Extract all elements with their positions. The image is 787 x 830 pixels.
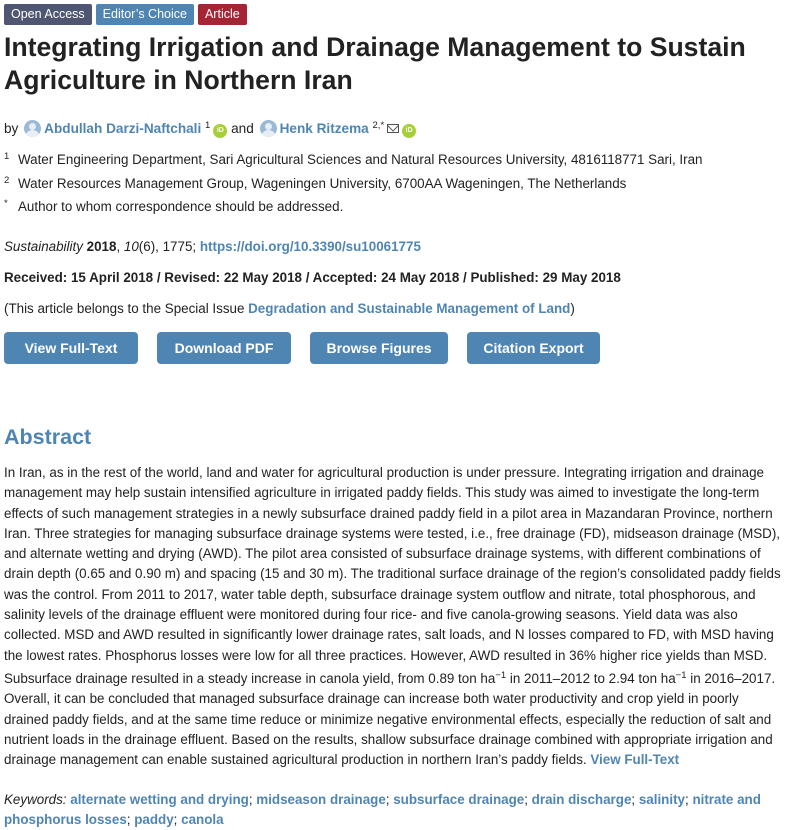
badge-row <box>4 4 247 25</box>
open-access-badge[interactable]: Open Access <box>4 4 92 25</box>
abstract-part: in 2016–2017. Overall, it can be concluded that managed subsurface drainage can increase both water productivity and crop yield in poorly drained paddy fields, and at the same time reduce or minimize negative environmental effects, especially the reduction of salt and nutrient loads in the drainage effluent. Based on the results, shallow subsurface drainage combined with appropriate irrigation and drainage management can enable sustained agricultural production in northern Iran’s paddy fields. <box>4 670 776 768</box>
orcid-icon[interactable]: iD <box>213 124 227 138</box>
author-link-1[interactable]: Abdullah Darzi-Naftchali <box>44 121 202 136</box>
keyword-link[interactable]: canola <box>181 812 224 827</box>
keyword-link[interactable]: salinity <box>638 792 685 807</box>
author-avatar-icon <box>260 120 277 137</box>
article-title: Integrating Irrigation and Drainage Management to Sustain Agriculture in Northern Iran <box>4 32 746 95</box>
author-link-2[interactable]: Henk Ritzema <box>279 121 369 136</box>
keyword-link[interactable]: paddy <box>134 812 174 827</box>
view-full-text-link[interactable]: View Full-Text <box>590 752 680 768</box>
download-pdf-button[interactable]: Download PDF <box>157 332 291 364</box>
editors-choice-badge[interactable]: Editor’s Choice <box>96 4 194 25</box>
affiliation-number: 1 <box>4 151 10 162</box>
abstract-sup: −1 <box>675 669 687 681</box>
author-affil-sup-1: 1 <box>205 120 211 131</box>
by-label: by <box>4 121 19 136</box>
orcid-icon[interactable]: iD <box>402 124 416 138</box>
article-type-badge: Article <box>198 4 247 25</box>
keyword-link[interactable]: nitrate and phosphorus losses <box>4 792 761 827</box>
citation-year: 2018 <box>86 239 117 254</box>
journal-name: Sustainability <box>4 239 83 254</box>
email-icon[interactable] <box>387 124 399 133</box>
keywords-label: Keywords: <box>4 792 67 807</box>
citation-export-button[interactable]: Citation Export <box>467 332 600 364</box>
keyword-link[interactable]: drain discharge <box>531 792 632 807</box>
action-buttons <box>4 332 600 364</box>
special-issue-link[interactable]: Degradation and Sustainable Management of Land <box>248 301 571 316</box>
publication-dates: Received: 15 April 2018 / Revised: 22 May 2018 / Accepted: 24 May 2018 / Published: 29 May 2018 <box>4 270 621 285</box>
author-avatar-icon <box>24 120 41 137</box>
citation-pages: , 1775; <box>155 239 200 254</box>
browse-figures-button[interactable]: Browse Figures <box>310 332 448 364</box>
doi-link[interactable]: https://doi.org/10.3390/su10061775 <box>199 239 421 254</box>
special-issue-line <box>4 300 575 318</box>
abstract-part: in 2011–2012 to 2.94 ton ha <box>506 670 676 686</box>
affiliation-text: Water Engineering Department, Sari Agricultural Sciences and Natural Resources University, 4816118771 Sari, Iran <box>18 152 703 167</box>
keyword-link[interactable]: alternate wetting and drying <box>70 792 249 807</box>
author-affil-sup-2: 2,* <box>372 120 385 131</box>
citation-volume: 10 <box>123 239 139 254</box>
and-label: and <box>231 121 254 136</box>
affiliation-text: Water Resources Management Group, Wageningen University, 6700AA Wageningen, The Netherlands <box>18 175 627 191</box>
special-issue-prefix: (This article belongs to the Special Issue <box>4 301 249 316</box>
affiliation-number: 2 <box>4 174 10 186</box>
keyword-link[interactable]: subsurface drainage <box>393 792 525 807</box>
author-line <box>4 116 416 139</box>
abstract-heading: Abstract <box>4 425 92 449</box>
citation-line: Sustainability 2018, 10(6), 1775; https://doi.org/10.3390/su10061775 <box>4 239 421 254</box>
affiliation-number: * <box>4 198 8 209</box>
keyword-link[interactable]: midseason drainage <box>256 792 386 807</box>
abstract-part: In Iran, as in the rest of the world, land and water for agricultural production is under pressure. Integrating irrigation and drainage management may help sustain intensified agriculture in irrigated paddy fields. This study was aimed to investigate the long-term effects of such management strategies in a newly subsurface drained paddy field in a pilot area in Mazandaran Province, northern Iran. Three strategies for managing subsurface drainage systems were tested, i.e., free drainage (FD), midseason drainage (MSD), and alternate wetting and drying (AWD). The pilot area consisted of subsurface drainage systems, with different combinations of drain depth (0.65 and 0.90 m) and spacing (15 and 30 m). The traditional surface drainage of the region’s consolidated paddy fields was the control. From 2011 to 2017, water table depth, subsurface drainage system outflow and nitrate, total phosphorous, and salinity levels of the drainage effluent were monitored during four rice- and five canola-growing seasons. Yield data was also collected. MSD and AWD resulted in significantly lower drainage rates, salt loads, and N losses compared to FD, with MSD having the lowest rates. Phosphorus losses were low for all three practices. However, AWD resulted in 36% higher rice yields than MSD. Subsurface drainage resulted in a steady increase in canola yield, from 0.89 ton ha <box>4 465 781 686</box>
view-full-text-button[interactable]: View Full-Text <box>4 332 138 364</box>
abstract-text <box>4 463 783 770</box>
abstract-sup: −1 <box>495 669 507 681</box>
special-issue-suffix: ) <box>570 301 575 316</box>
affiliation-text: Author to whom correspondence should be addressed. <box>18 199 344 214</box>
citation-issue: (6) <box>138 239 156 254</box>
keywords-line: Keywords: alternate wetting and drying; midseason drainage; subsurface drainage; drain discharge; salinity; nitrate and phosphorus losses; paddy; canola <box>4 792 761 827</box>
